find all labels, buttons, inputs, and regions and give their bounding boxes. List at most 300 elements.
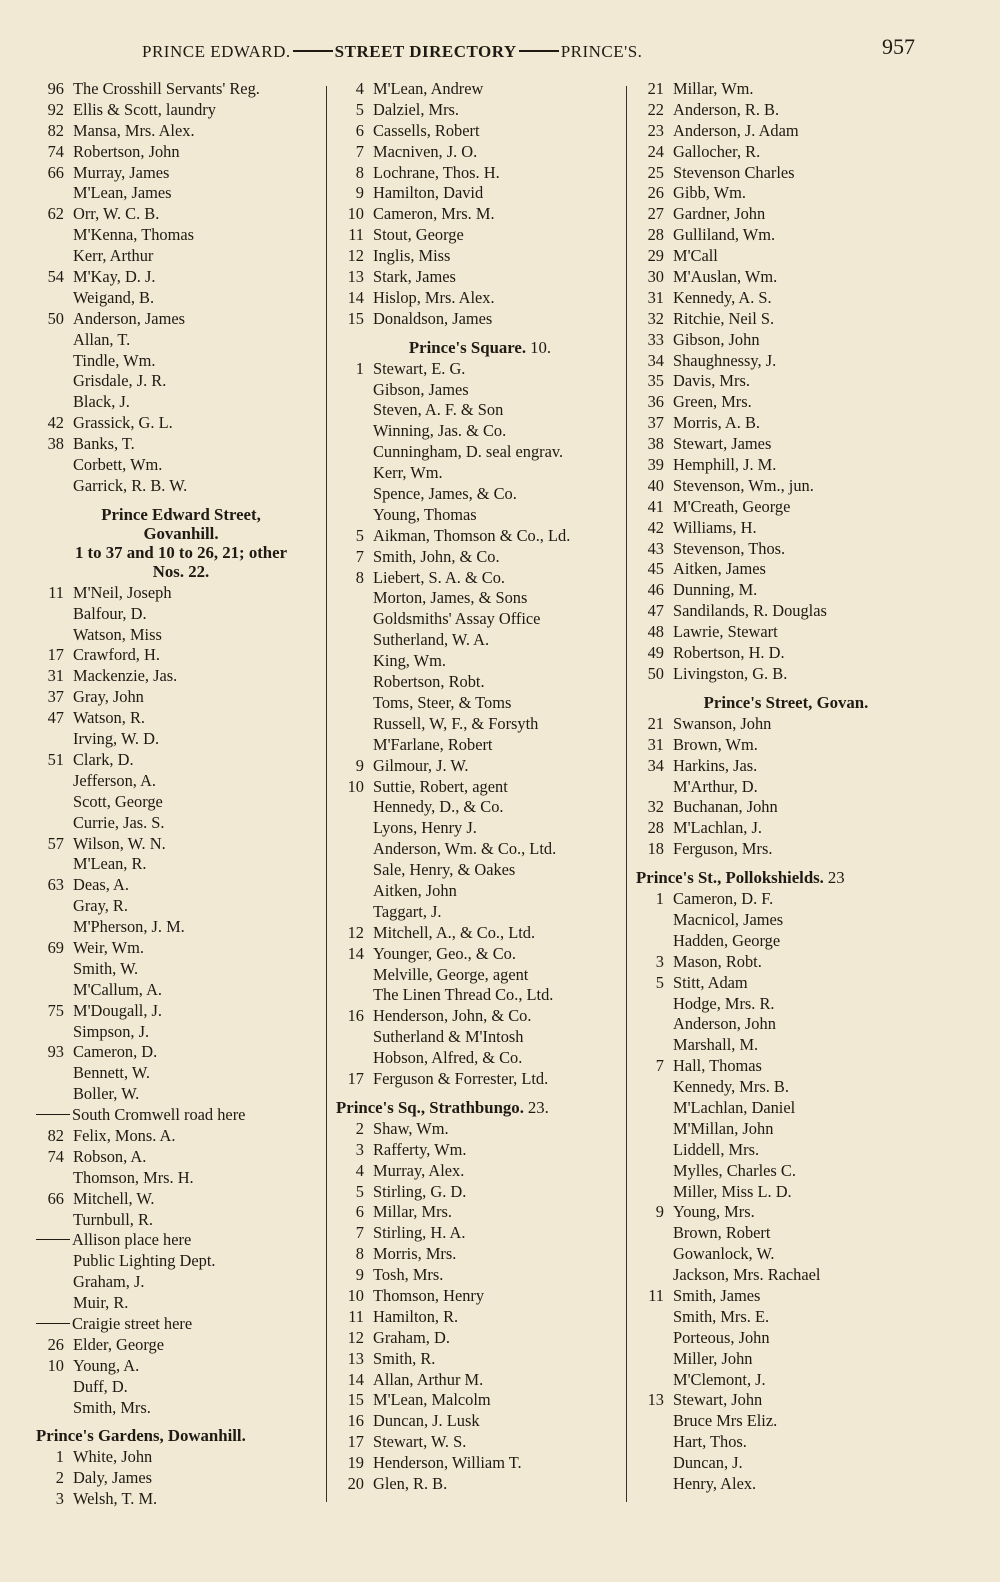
directory-entry (336, 463, 624, 484)
house-number: 54 (47, 267, 64, 287)
directory-entry (36, 309, 326, 330)
occupant-name: Clark, D. (73, 749, 134, 769)
house-number: 37 (47, 687, 64, 707)
occupant-name: Corbett, Wm. (73, 455, 163, 475)
house-number: 47 (47, 708, 64, 728)
house-number: 21 (647, 79, 664, 98)
occupant-name: M'Kenna, Thomas (73, 225, 195, 245)
occupant-name: Wilson, W. N. (73, 833, 166, 853)
directory-entry (636, 777, 936, 798)
directory-entry (336, 547, 624, 568)
directory-entry (36, 204, 326, 225)
directory-entry (636, 1014, 936, 1035)
dash-rule (36, 1239, 70, 1240)
occupant-name: Spence, James, & Co. (373, 484, 517, 504)
directory-entry (636, 371, 936, 392)
occupant-name: Donaldson, James (373, 308, 493, 328)
house-number: 1 (55, 1447, 64, 1467)
house-number: 28 (647, 225, 664, 245)
house-number: 34 (647, 350, 664, 370)
house-number: 40 (647, 475, 664, 495)
occupant-name: Lawrie, Stewart (673, 622, 778, 642)
occupant-name: Taggart, J. (373, 901, 442, 921)
house-number: 3 (655, 951, 664, 971)
directory-entry (36, 121, 326, 142)
directory-entry (336, 246, 624, 267)
occupant-name: Allan, T. (73, 329, 131, 349)
street-heading-text: Prince's Sq., Strathbungo. (336, 1097, 524, 1117)
house-number: 31 (647, 287, 664, 307)
occupant-name: Black, J. (73, 392, 130, 412)
occupant-name: Stewart, E. G. (373, 358, 466, 378)
house-number: 51 (47, 749, 64, 769)
street-junction-marker (36, 1230, 326, 1251)
directory-entry (36, 854, 326, 875)
street-heading-line (36, 524, 326, 543)
occupant-name: Smith, John, & Co. (373, 546, 500, 566)
house-number: 38 (47, 434, 64, 454)
directory-entry (36, 1210, 326, 1231)
occupant-name: Gulliland, Wm. (673, 225, 776, 245)
occupant-name: Morton, James, & Sons (373, 588, 528, 608)
directory-entry (36, 142, 326, 163)
occupant-name: Watson, R. (73, 708, 145, 728)
directory-entry (336, 1411, 624, 1432)
directory-entry (36, 79, 326, 100)
directory-entry (336, 359, 624, 380)
directory-entry (636, 994, 936, 1015)
directory-entry (336, 1140, 624, 1161)
street-heading-text: Prince Edward Street, (101, 504, 261, 524)
house-number: 28 (647, 818, 664, 838)
house-number: 62 (47, 204, 64, 224)
occupant-name: Young, A. (73, 1355, 140, 1375)
occupant-name: Young, Mrs. (673, 1202, 755, 1222)
street-heading-text: Nos. 22. (152, 561, 210, 581)
occupant-name: Hart, Thos. (673, 1432, 747, 1452)
directory-entry (336, 1006, 624, 1027)
directory-entry (336, 693, 624, 714)
occupant-name: Sutherland, W. A. (373, 630, 490, 650)
occupant-name: M'Lachlan, J. (673, 818, 762, 838)
directory-entry (336, 1349, 624, 1370)
occupant-name: Aitken, James (673, 559, 766, 579)
directory-entry (36, 1335, 326, 1356)
directory-entry (36, 1042, 326, 1063)
house-number: 41 (647, 496, 664, 516)
occupant-name: Gray, R. (73, 896, 128, 916)
house-number: 9 (355, 183, 364, 203)
street-heading-text: Prince's St., Pollokshields. (636, 868, 824, 888)
house-number: 10 (47, 1355, 64, 1375)
directory-entry (336, 288, 624, 309)
occupant-name: Boller, W. (73, 1084, 140, 1104)
house-number: 12 (347, 1327, 364, 1347)
occupant-name: M'Pherson, J. M. (73, 917, 185, 937)
occupant-name: Anderson, John (673, 1014, 776, 1034)
occupant-name: Williams, H. (673, 517, 757, 537)
house-number: 36 (647, 392, 664, 412)
house-number: 5 (655, 972, 664, 992)
street-heading (336, 330, 624, 359)
occupant-name: Buchanan, John (673, 797, 778, 817)
house-number: 22 (647, 99, 664, 119)
directory-entry (336, 944, 624, 965)
directory-entry (36, 1377, 326, 1398)
occupant-name: Bennett, W. (73, 1063, 150, 1083)
directory-entry (36, 1189, 326, 1210)
house-number: 4 (355, 1160, 364, 1180)
directory-entry (36, 183, 326, 204)
occupant-name: Kennedy, A. S. (673, 287, 772, 307)
street-heading-text: Prince's Square. (408, 337, 527, 357)
occupant-name: Jefferson, A. (73, 770, 157, 790)
page-number: 957 (882, 34, 915, 59)
house-number: 45 (647, 559, 664, 579)
dash-rule (519, 50, 559, 52)
directory-entry (636, 539, 936, 560)
house-number: 7 (655, 1056, 664, 1076)
occupant-name: Stout, George (373, 225, 464, 245)
occupant-name: Melville, George, agent (373, 964, 529, 984)
occupant-name: Tosh, Mrs. (373, 1265, 444, 1285)
occupant-name: Swanson, John (673, 713, 772, 733)
directory-entry (636, 1140, 936, 1161)
directory-entry (336, 672, 624, 693)
occupant-name: Elder, George (73, 1334, 164, 1354)
occupant-name: Stark, James (373, 267, 456, 287)
directory-entry (36, 917, 326, 938)
house-number: 25 (647, 162, 664, 182)
directory-entry (36, 729, 326, 750)
occupant-name: Gibson, John (673, 329, 760, 349)
occupant-name: Glen, R. B. (373, 1474, 448, 1493)
directory-entry (336, 1453, 624, 1474)
occupant-name: Robertson, H. D. (673, 643, 785, 663)
occupant-name: Watson, Miss (73, 624, 162, 644)
directory-entry (336, 1048, 624, 1069)
house-number: 17 (347, 1068, 364, 1088)
house-number: 74 (47, 141, 64, 161)
directory-entry (36, 1468, 326, 1489)
occupant-name: Marshall, M. (673, 1035, 759, 1055)
house-number: 46 (647, 580, 664, 600)
occupant-name: Robson, A. (73, 1146, 147, 1166)
directory-entry (636, 79, 936, 100)
house-number: 34 (647, 755, 664, 775)
occupant-name: Mitchell, W. (73, 1188, 155, 1208)
directory-entry (36, 434, 326, 455)
occupant-name: M'Neil, Joseph (73, 582, 172, 602)
directory-entry (36, 1398, 326, 1419)
directory-entry (36, 476, 326, 497)
directory-entry (636, 1119, 936, 1140)
junction-label: South Cromwell road here (72, 1105, 246, 1125)
directory-entry (336, 1069, 624, 1090)
directory-entry (636, 952, 936, 973)
occupant-name: Smith, R. (373, 1348, 436, 1368)
occupant-name: Sale, Henry, & Oakes (373, 860, 516, 880)
house-number: 47 (647, 601, 664, 621)
directory-entry (636, 1035, 936, 1056)
occupant-name: M'Clemont, J. (673, 1369, 766, 1389)
directory-entry (336, 777, 624, 798)
occupant-name: The Linen Thread Co., Ltd. (373, 985, 554, 1005)
directory-entry (636, 1307, 936, 1328)
occupant-name: Inglis, Miss (373, 246, 451, 266)
occupant-name: Dalziel, Mrs. (373, 99, 460, 119)
page-header (0, 30, 1000, 70)
street-heading-line (36, 1426, 326, 1445)
house-number: 27 (647, 204, 664, 224)
directory-entry (636, 351, 936, 372)
occupant-name: Stevenson, Wm., jun. (673, 475, 814, 495)
directory-entry (636, 1432, 936, 1453)
occupant-name: M'Auslan, Wm. (673, 267, 778, 287)
directory-entry (36, 1063, 326, 1084)
occupant-name: Hobson, Alfred, & Co. (373, 1048, 523, 1068)
directory-entry (36, 938, 326, 959)
house-number: 33 (647, 329, 664, 349)
directory-entry (36, 980, 326, 1001)
directory-entry (636, 288, 936, 309)
street-heading-text: Prince's Gardens, Dowanhill. (36, 1426, 246, 1446)
directory-entry (636, 1098, 936, 1119)
occupant-name: Macniven, J. O. (373, 141, 478, 161)
house-number: 93 (47, 1042, 64, 1062)
occupant-name: M'Millan, John (673, 1118, 774, 1138)
occupant-name: Ellis & Scott, laundry (73, 99, 216, 119)
occupant-name: Kerr, Arthur (73, 246, 154, 266)
directory-entry (336, 1328, 624, 1349)
occupant-name: Steven, A. F. & Son (373, 400, 504, 420)
directory-entry (336, 1307, 624, 1328)
occupant-name: Aikman, Thomson & Co., Ld. (373, 525, 571, 545)
directory-entry (36, 1293, 326, 1314)
occupant-name: M'Lachlan, Daniel (673, 1097, 796, 1117)
occupant-name: Stewart, John (673, 1390, 763, 1410)
occupant-name: Cassells, Robert (373, 120, 480, 140)
occupant-name: Murray, James (73, 162, 170, 182)
directory-entry (336, 225, 624, 246)
occupant-name: Millar, Wm. (673, 79, 754, 98)
occupant-name: Mansa, Mrs. Alex. (73, 120, 195, 140)
directory-entry (336, 121, 624, 142)
directory-entry (36, 708, 326, 729)
house-number: 13 (647, 1390, 664, 1410)
column-divider (626, 86, 627, 1502)
street-heading-line (636, 868, 936, 887)
occupant-name: Davis, Mrs. (673, 371, 750, 391)
house-number: 3 (355, 1139, 364, 1159)
occupant-name: M'Call (673, 246, 718, 266)
house-number: 2 (55, 1468, 64, 1488)
house-number: 10 (347, 1285, 364, 1305)
directory-entry (636, 839, 936, 860)
occupant-name: Banks, T. (73, 434, 135, 454)
occupant-name: Smith, James (673, 1285, 761, 1305)
occupant-name: Russell, W, F., & Forsyth (373, 713, 539, 733)
occupant-name: Hadden, George (673, 930, 781, 950)
directory-entry (336, 756, 624, 777)
directory-entry (36, 875, 326, 896)
street-heading (636, 860, 936, 889)
house-number: 50 (647, 663, 664, 683)
directory-entry (336, 965, 624, 986)
directory-entry (336, 797, 624, 818)
directory-entry (636, 246, 936, 267)
occupant-name: Crawford, H. (73, 645, 160, 665)
directory-entry (336, 1202, 624, 1223)
house-number: 74 (47, 1146, 64, 1166)
occupant-name: Anderson, James (73, 308, 185, 328)
occupant-name: Hamilton, David (373, 183, 484, 203)
dash-rule (36, 1114, 70, 1115)
directory-entry (336, 609, 624, 630)
directory-entry (36, 455, 326, 476)
directory-entry (36, 1447, 326, 1468)
directory-column-1 (36, 79, 326, 1510)
directory-entry (636, 434, 936, 455)
directory-entry (336, 985, 624, 1006)
street-heading-line (336, 338, 624, 357)
directory-entry (36, 1001, 326, 1022)
directory-entry (36, 225, 326, 246)
house-number: 9 (355, 1265, 364, 1285)
occupant-name: M'Creath, George (673, 496, 791, 516)
running-head-left: PRINCE EDWARD. (142, 42, 291, 61)
occupant-name: Sutherland & M'Intosh (373, 1027, 524, 1047)
occupant-name: Felix, Mons. A. (73, 1125, 176, 1145)
directory-entry (636, 1474, 936, 1495)
house-number: 3 (55, 1489, 64, 1509)
occupant-name: M'Callum, A. (73, 979, 163, 999)
occupant-name: Ferguson & Forrester, Ltd. (373, 1068, 549, 1088)
directory-entry (36, 1489, 326, 1510)
house-number: 6 (355, 1202, 364, 1222)
house-number: 8 (355, 567, 364, 587)
occupant-name: Toms, Steer, & Toms (373, 692, 512, 712)
house-number: 11 (48, 582, 64, 602)
house-number: 6 (355, 120, 364, 140)
occupant-name: M'Lean, Andrew (373, 79, 484, 98)
directory-entry (636, 121, 936, 142)
directory-entry (636, 1286, 936, 1307)
occupant-name: Hemphill, J. M. (673, 455, 777, 475)
occupant-name: Ritchie, Neil S. (673, 308, 775, 328)
directory-entry (336, 1027, 624, 1048)
occupant-name: Gibson, James (373, 379, 469, 399)
directory-entry (336, 142, 624, 163)
occupant-name: Welsh, T. M. (73, 1489, 158, 1509)
house-number: 19 (347, 1453, 364, 1473)
house-number: 37 (647, 413, 664, 433)
directory-entry (336, 100, 624, 121)
occupant-name: Livingston, G. B. (673, 663, 788, 683)
directory-entry (636, 518, 936, 539)
house-number: 63 (47, 875, 64, 895)
occupant-name: Robertson, John (73, 141, 180, 161)
street-heading-line (36, 562, 326, 581)
occupant-name: Shaughnessy, J. (673, 350, 777, 370)
directory-entry (636, 392, 936, 413)
house-number: 75 (47, 1000, 64, 1020)
house-number: 14 (347, 1369, 364, 1389)
directory-entry (36, 163, 326, 184)
house-number: 7 (355, 1223, 364, 1243)
house-number: 4 (355, 79, 364, 98)
occupant-name: Mylles, Charles C. (673, 1160, 796, 1180)
occupant-name: Weir, Wm. (73, 937, 145, 957)
house-number: 5 (355, 1181, 364, 1201)
house-number: 66 (47, 1188, 64, 1208)
directory-entry (36, 771, 326, 792)
house-number: 5 (355, 99, 364, 119)
occupant-name: Brown, Robert (673, 1223, 771, 1243)
directory-entry (36, 1272, 326, 1293)
directory-entry (336, 1161, 624, 1182)
house-number: 2 (355, 1118, 364, 1138)
occupant-name: Daly, James (73, 1468, 153, 1488)
directory-entry (36, 834, 326, 855)
occupant-name: Dunning, M. (673, 580, 758, 600)
directory-entry (636, 1182, 936, 1203)
directory-entry (636, 889, 936, 910)
directory-entry (336, 1432, 624, 1453)
occupant-name: Gardner, John (673, 204, 766, 224)
occupant-name: Grisdale, J. R. (73, 371, 167, 391)
house-number: 42 (47, 413, 64, 433)
occupant-name: M'Lean, James (73, 183, 172, 203)
occupant-name: Smith, Mrs. E. (673, 1306, 770, 1326)
directory-entry (636, 163, 936, 184)
directory-entry (336, 881, 624, 902)
directory-entry (636, 714, 936, 735)
occupant-name: Kennedy, Mrs. B. (673, 1077, 789, 1097)
occupant-name: Orr, W. C. B. (73, 204, 160, 224)
directory-entry (636, 1453, 936, 1474)
house-number: 96 (47, 79, 64, 98)
occupant-name: Mason, Robt. (673, 951, 762, 971)
directory-entry (336, 902, 624, 923)
occupant-name: Mitchell, A., & Co., Ltd. (373, 922, 536, 942)
occupant-name: Garrick, R. B. W. (73, 475, 188, 495)
house-number: 43 (647, 538, 664, 558)
house-number: 29 (647, 246, 664, 266)
directory-entry (36, 1084, 326, 1105)
occupant-name: Hamilton, R. (373, 1306, 459, 1326)
directory-column-2 (336, 79, 624, 1495)
house-number: 16 (347, 1006, 364, 1026)
occupant-name: Simpson, J. (73, 1021, 150, 1041)
directory-entry (636, 413, 936, 434)
running-head-right: PRINCE'S. (560, 42, 643, 61)
occupant-name: Hall, Thomas (673, 1056, 762, 1076)
directory-entry (336, 1244, 624, 1265)
directory-entry (336, 1265, 624, 1286)
directory-entry (336, 568, 624, 589)
directory-entry (336, 1119, 624, 1140)
directory-entry (336, 1286, 624, 1307)
house-number: 30 (647, 267, 664, 287)
occupant-name: Currie, Jas. S. (73, 812, 165, 832)
house-number: 5 (355, 525, 364, 545)
directory-entry (36, 351, 326, 372)
directory-entry (636, 1411, 936, 1432)
directory-entry (636, 601, 936, 622)
occupant-name: Stirling, H. A. (373, 1223, 466, 1243)
directory-entry (636, 225, 936, 246)
